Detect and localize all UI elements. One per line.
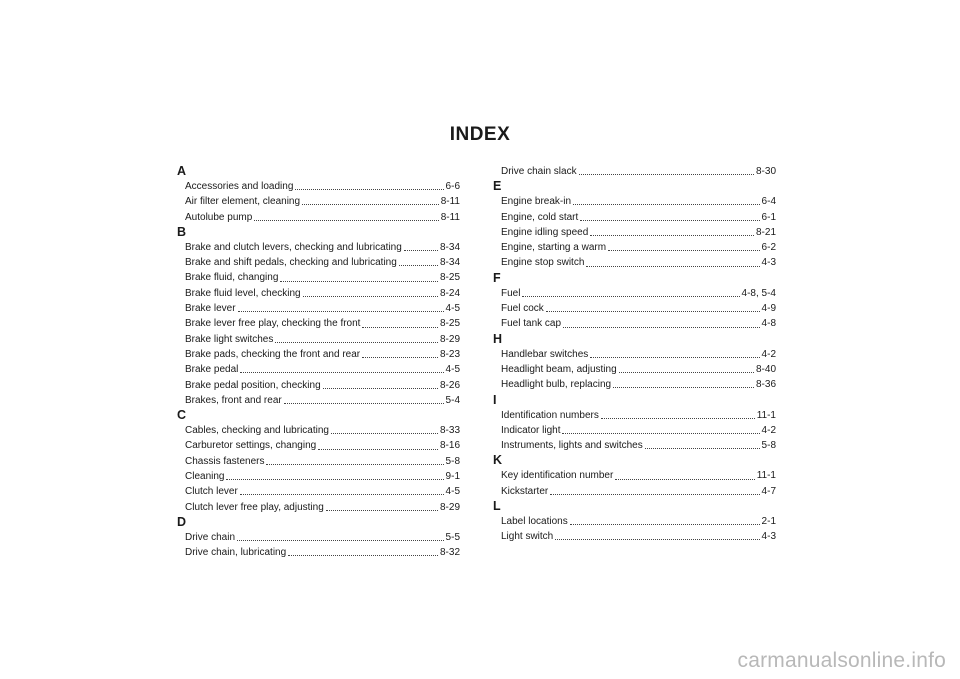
dot-leader [562, 433, 759, 434]
entry-page: 5-4 [445, 394, 460, 406]
index-entry [177, 240, 460, 255]
index-entry [177, 530, 460, 545]
entry-page: 4-2 [761, 348, 776, 360]
index-entry [493, 194, 776, 209]
entry-label: Brakes, front and rear [185, 394, 282, 406]
index-entry [493, 529, 776, 544]
entry-page: 8-26 [439, 379, 460, 391]
dot-leader [563, 327, 760, 328]
index-entry [177, 378, 460, 393]
entry-label: Headlight beam, adjusting [501, 363, 617, 375]
entry-page: 8-25 [439, 318, 460, 330]
entry-label: Cables, checking and lubricating [185, 425, 329, 437]
entry-page: 11-1 [756, 470, 776, 482]
dot-leader [550, 494, 759, 495]
entry-page: 6-2 [761, 242, 776, 254]
section-letter: L [493, 499, 501, 514]
dot-leader [613, 387, 754, 388]
entry-label: Light switch [501, 531, 554, 543]
index-entry [177, 423, 460, 438]
dot-leader [555, 539, 759, 540]
entry-label: Headlight bulb, replacing [501, 379, 612, 391]
entry-label: Drive chain [185, 531, 236, 543]
dot-leader [590, 235, 754, 236]
entry-page: 8-30 [755, 166, 776, 177]
entry-page: 8-25 [439, 272, 460, 284]
index-entry [493, 347, 776, 362]
section-letter: E [493, 179, 502, 194]
dot-leader [226, 479, 443, 480]
entry-label: Indicator light [501, 424, 561, 436]
dot-leader [237, 540, 444, 541]
entry-label: Brake lever [185, 303, 236, 315]
entry-page: 4-9 [761, 303, 776, 315]
index-column-right [493, 164, 776, 545]
dot-leader [240, 494, 444, 495]
entry-page: 8-40 [755, 363, 776, 375]
dot-leader [331, 433, 438, 434]
index-entry [493, 438, 776, 453]
dot-leader [323, 388, 438, 389]
entry-page: 8-34 [439, 257, 460, 269]
dot-leader [318, 449, 438, 450]
index-entry [177, 210, 460, 225]
dot-leader [601, 418, 755, 419]
index-entry [177, 393, 460, 408]
entry-label: Brake pads, checking the front and rear [185, 348, 361, 360]
entry-page: 8-34 [439, 241, 460, 253]
entry-page: 4-3 [761, 531, 776, 543]
entry-label: Brake fluid level, checking [185, 287, 301, 299]
index-entry [493, 377, 776, 392]
entry-label: Clutch lever free play, adjusting [185, 501, 324, 513]
entry-page: 9-1 [445, 471, 460, 483]
entry-label: Fuel [501, 287, 521, 299]
entry-page: 8-29 [439, 501, 460, 513]
entry-label: Fuel tank cap [501, 318, 562, 330]
dot-leader [284, 403, 444, 404]
dot-leader [586, 266, 759, 267]
index-entry [177, 270, 460, 285]
entry-page: 8-29 [439, 333, 460, 345]
dot-leader [590, 357, 759, 358]
entry-page: 8-24 [439, 287, 460, 299]
dot-leader [399, 265, 438, 266]
dot-leader [302, 204, 439, 205]
entry-label: Drive chain, lubricating [185, 547, 287, 559]
entry-page: 5-8 [445, 455, 460, 467]
index-entry [177, 255, 460, 270]
entry-page: 8-32 [439, 547, 460, 559]
entry-label: Accessories and loading [185, 181, 294, 192]
index-section [493, 271, 776, 332]
index-entry [493, 240, 776, 255]
index-section [177, 225, 460, 408]
dot-leader [570, 524, 760, 525]
entry-page: 8-11 [440, 196, 460, 208]
dot-leader [579, 174, 754, 175]
entry-label: Engine stop switch [501, 257, 585, 269]
entry-label: Key identification number [501, 470, 614, 482]
index-entry [177, 316, 460, 331]
index-entry [177, 454, 460, 469]
index-entry [493, 423, 776, 438]
index-section [493, 332, 776, 393]
index-entry [493, 210, 776, 225]
entry-page: 8-16 [439, 440, 460, 452]
index-entry [493, 316, 776, 331]
index-entry [493, 408, 776, 423]
page-title: INDEX [449, 124, 511, 145]
dot-leader [240, 372, 443, 373]
entry-page: 8-33 [439, 425, 460, 437]
entry-page: 2-1 [761, 516, 776, 528]
entry-page: 6-6 [445, 181, 460, 192]
entry-page: 5-5 [445, 531, 460, 543]
dot-leader [608, 250, 759, 251]
section-letter: A [177, 164, 187, 178]
watermark: carmanualsonline.info [737, 649, 946, 672]
index-section [493, 164, 776, 179]
entry-label: Instruments, lights and switches [501, 440, 643, 452]
entry-label: Fuel cock [501, 303, 544, 315]
entry-page: 11-1 [756, 409, 776, 421]
index-entry [177, 500, 460, 515]
index-entry [177, 362, 460, 377]
index-column-left [177, 164, 460, 561]
dot-leader [275, 342, 438, 343]
section-letter: C [177, 408, 187, 423]
index-entry [177, 469, 460, 484]
dot-leader [580, 220, 759, 221]
section-letter: H [493, 331, 503, 346]
entry-page: 6-4 [761, 196, 776, 208]
index-entry [177, 347, 460, 362]
dot-leader [546, 311, 760, 312]
index-section [177, 408, 460, 515]
section-letter: B [177, 224, 187, 239]
entry-label: Handlebar switches [501, 348, 589, 360]
dot-leader [238, 311, 444, 312]
index-entry [493, 225, 776, 240]
section-letter: F [493, 270, 501, 285]
entry-label: Brake fluid, changing [185, 272, 279, 284]
index-entry [177, 194, 460, 209]
entry-page: 4-3 [761, 257, 776, 269]
dot-leader [645, 448, 760, 449]
entry-page: 4-8, 5-4 [741, 287, 776, 299]
dot-leader [573, 204, 760, 205]
entry-label: Engine idling speed [501, 226, 589, 238]
section-letter: I [493, 392, 497, 407]
entry-label: Brake pedal position, checking [185, 379, 321, 391]
entry-page: 8-11 [440, 211, 460, 223]
index-entry [177, 438, 460, 453]
entry-page: 6-1 [761, 211, 776, 223]
dot-leader [295, 189, 443, 190]
entry-label: Kickstarter [501, 485, 549, 497]
entry-label: Carburetor settings, changing [185, 440, 317, 452]
dot-leader [619, 372, 754, 373]
entry-label: Brake light switches [185, 333, 274, 345]
entry-label: Brake and shift pedals, checking and lubricating [185, 257, 397, 269]
index-entry [493, 164, 776, 179]
dot-leader [615, 479, 754, 480]
index-entry [493, 362, 776, 377]
index-entry [177, 301, 460, 316]
index-section [493, 499, 776, 545]
dot-leader [522, 296, 739, 297]
entry-label: Brake pedal [185, 364, 239, 376]
dot-leader [280, 281, 438, 282]
entry-page: 8-23 [439, 348, 460, 360]
dot-leader [326, 510, 438, 511]
index-entry [177, 545, 460, 560]
section-letter: K [493, 453, 503, 468]
entry-label: Drive chain slack [501, 166, 577, 177]
index-entry [493, 514, 776, 529]
entry-label: Chassis fasteners [185, 455, 265, 467]
dot-leader [266, 464, 443, 465]
entry-label: Engine break-in [501, 196, 572, 208]
entry-label: Engine, cold start [501, 211, 579, 223]
entry-page: 5-8 [761, 440, 776, 452]
dot-leader [362, 357, 438, 358]
entry-label: Engine, starting a warm [501, 242, 607, 254]
index-entry [493, 484, 776, 499]
index-entry [177, 286, 460, 301]
dot-leader [362, 327, 438, 328]
entry-label: Air filter element, cleaning [185, 196, 301, 208]
index-entry [177, 179, 460, 194]
index-section [493, 179, 776, 270]
entry-page: 4-5 [445, 303, 460, 315]
dot-leader [288, 555, 438, 556]
entry-label: Cleaning [185, 471, 225, 483]
entry-page: 8-36 [755, 379, 776, 391]
entry-page: 4-2 [761, 424, 776, 436]
dot-leader [404, 250, 438, 251]
entry-page: 8-21 [755, 226, 776, 238]
index-entry [493, 255, 776, 270]
entry-page: 4-7 [761, 485, 776, 497]
index-section [177, 515, 460, 561]
entry-page: 4-5 [445, 486, 460, 498]
entry-label: Clutch lever [185, 486, 238, 498]
index-section [493, 453, 776, 499]
index-entry [493, 301, 776, 316]
entry-label: Identification numbers [501, 409, 599, 421]
entry-page: 4-8 [761, 318, 776, 330]
index-section [493, 393, 776, 454]
dot-leader [303, 296, 438, 297]
index-entry [493, 468, 776, 483]
index-entry [177, 332, 460, 347]
dot-leader [254, 220, 438, 221]
entry-label: Autolube pump [185, 211, 253, 223]
section-letter: D [177, 514, 187, 529]
entry-page: 4-5 [445, 364, 460, 376]
index-section [177, 164, 460, 225]
index-entry [177, 484, 460, 499]
entry-label: Brake and clutch levers, checking and lubricating [185, 241, 402, 253]
entry-label: Brake lever free play, checking the front [185, 318, 361, 330]
entry-label: Label locations [501, 516, 568, 528]
index-entry [493, 286, 776, 301]
